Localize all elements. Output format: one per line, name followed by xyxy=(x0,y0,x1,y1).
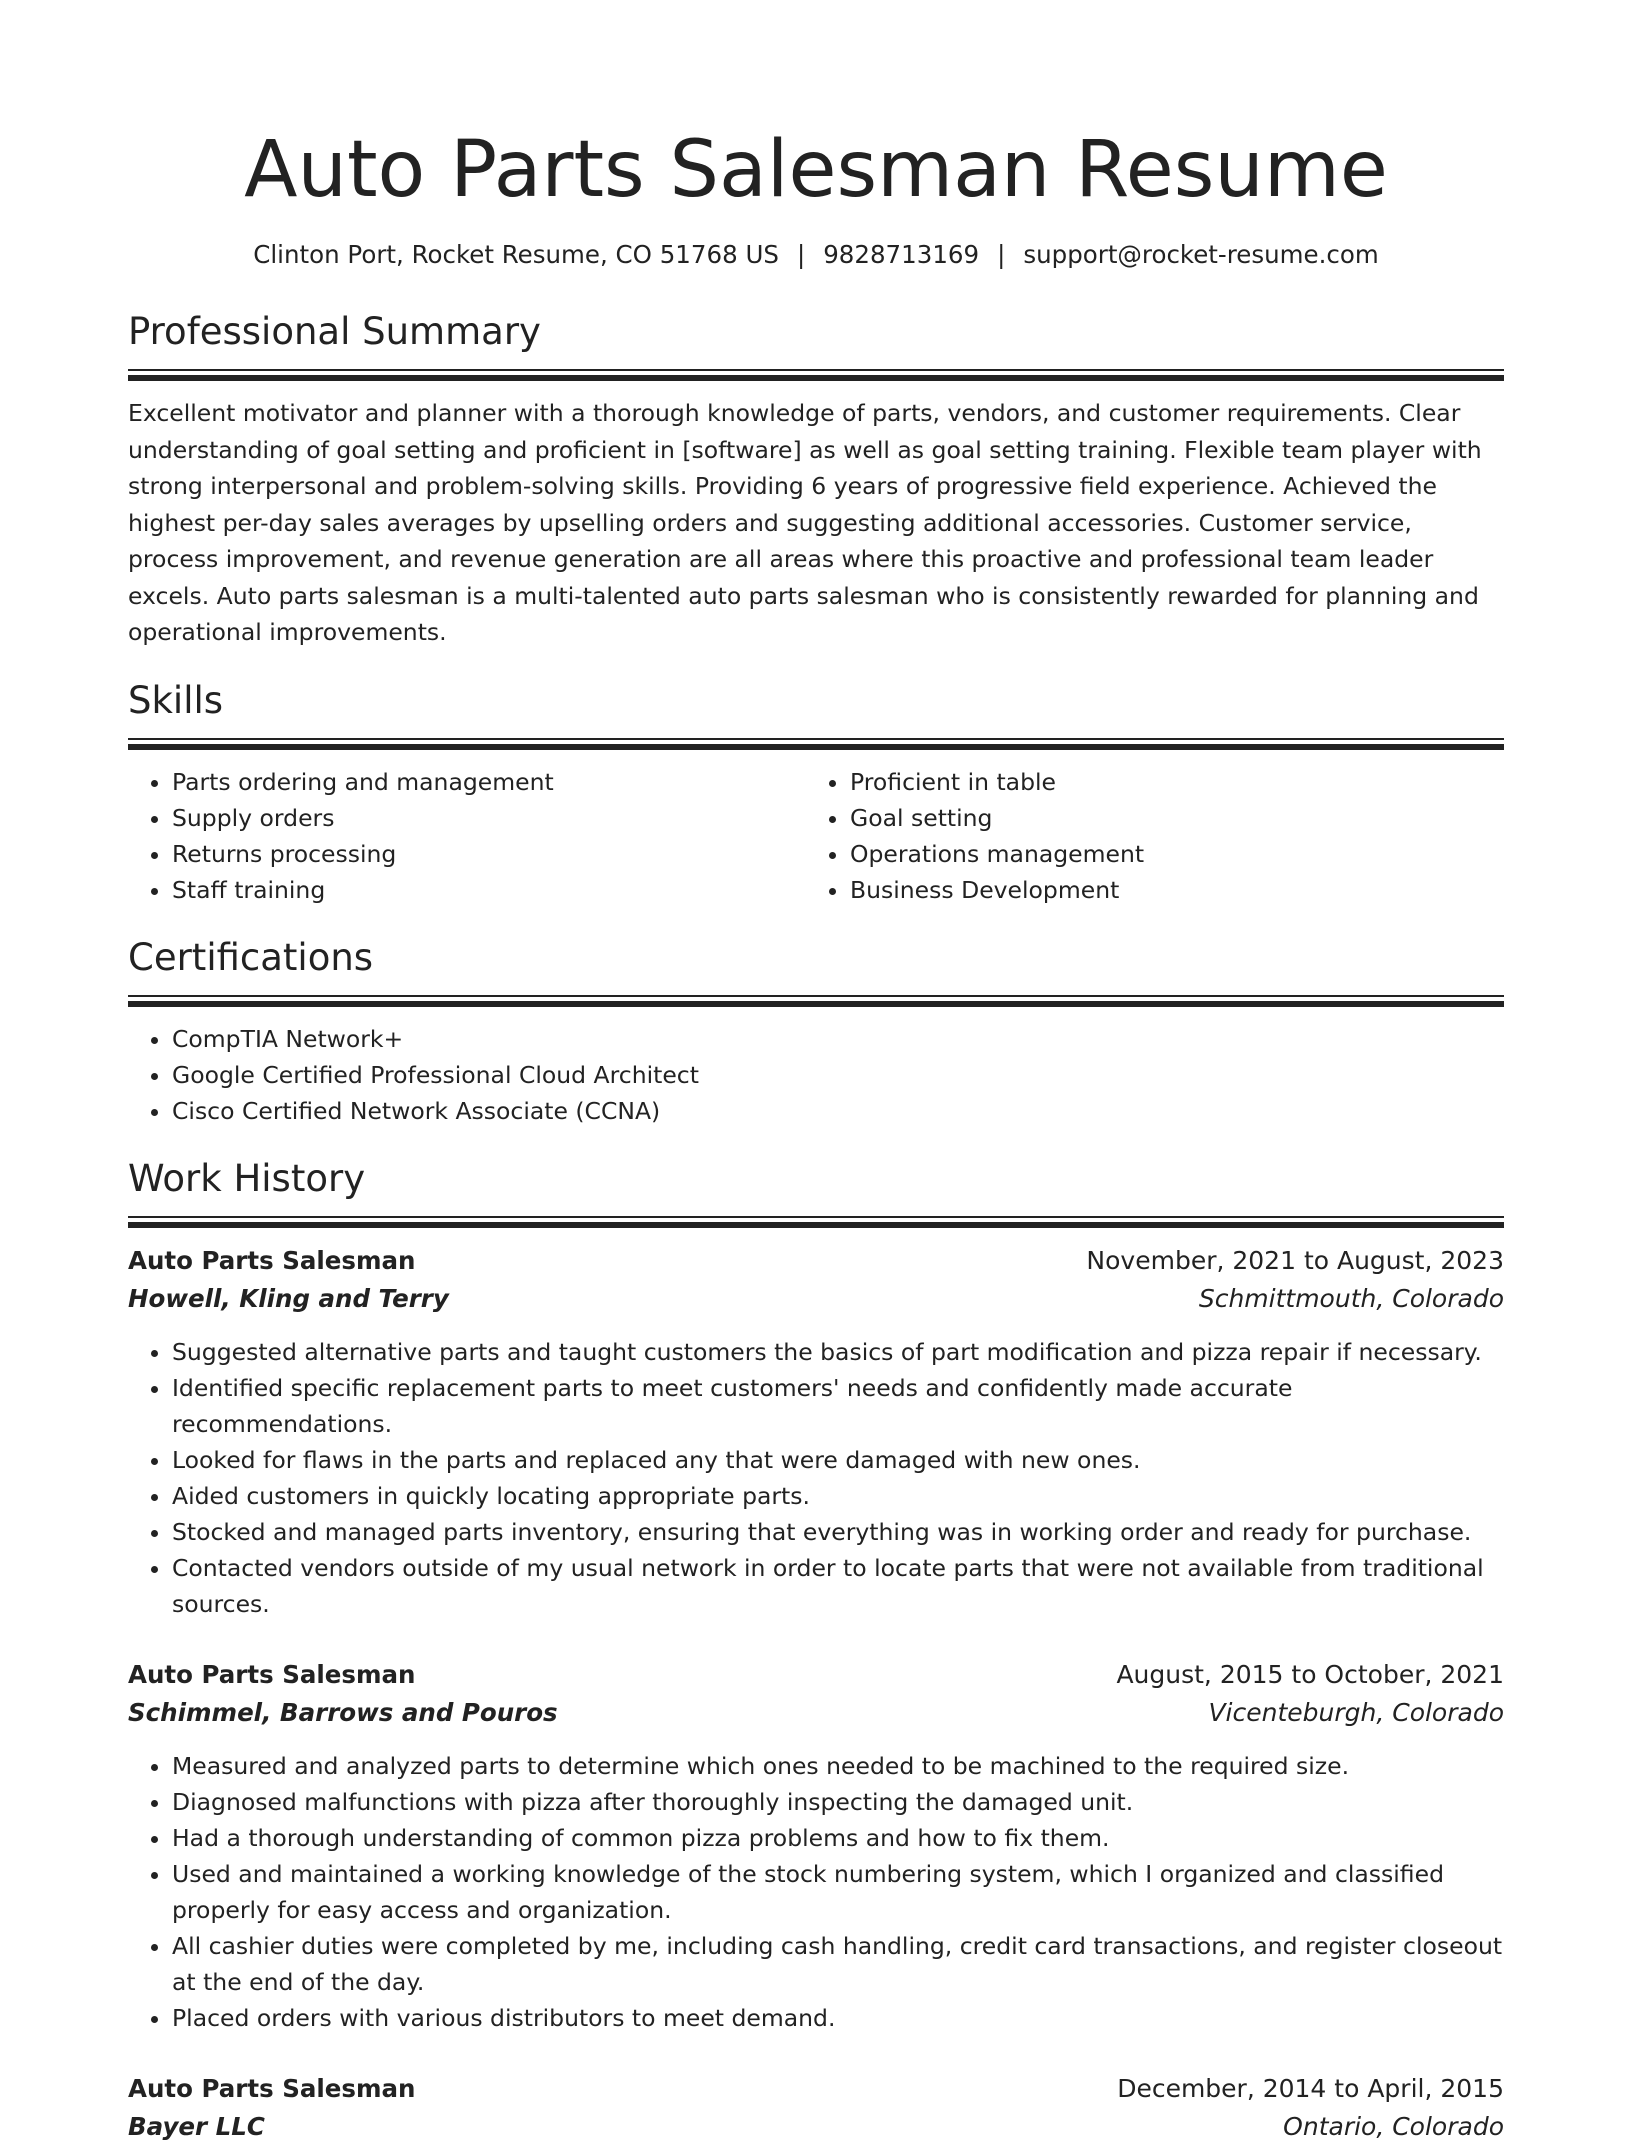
contact-phone: 9828713169 xyxy=(823,240,980,269)
job-location: Schmittmouth, Colorado xyxy=(1198,1283,1504,1313)
job-title: Auto Parts Salesman xyxy=(128,1659,416,1689)
job-entry xyxy=(128,1242,1504,1622)
job-company: Bayer LLC xyxy=(128,2111,265,2141)
job-company-row xyxy=(128,2108,1504,2146)
contact-separator: | xyxy=(997,240,1006,269)
skill-item: • Business Development xyxy=(850,872,1484,908)
work-history-heading: Work History xyxy=(128,1156,366,1200)
job-entry xyxy=(128,2070,1504,2146)
job-title: Auto Parts Salesman xyxy=(128,2073,416,2103)
certifications-section xyxy=(128,934,1504,1129)
certification-item: • Google Certified Professional Cloud Architect xyxy=(172,1057,1504,1093)
job-bullet: • Looked for flaws in the parts and replaced any that were damaged with new ones. xyxy=(172,1442,1504,1478)
section-divider xyxy=(128,1216,1504,1228)
contact-separator: | xyxy=(796,240,806,269)
job-company: Howell, Kling and Terry xyxy=(128,1283,449,1313)
skills-columns xyxy=(128,764,1504,908)
job-dates: August, 2015 to October, 2021 xyxy=(1116,1659,1504,1689)
job-company-row xyxy=(128,1280,1504,1318)
section-divider xyxy=(128,369,1504,381)
job-dates: December, 2014 to April, 2015 xyxy=(1117,2073,1504,2103)
skill-item: • Parts ordering and management xyxy=(172,764,806,800)
job-bullets xyxy=(128,1748,1504,2036)
job-bullet: • Identified specific replacement parts to meet customers' needs and confidently made accurate recommendations. xyxy=(172,1370,1504,1442)
job-company-row xyxy=(128,1694,1504,1732)
skill-item: • Goal setting xyxy=(850,800,1484,836)
job-location: Ontario, Colorado xyxy=(1283,2111,1504,2141)
skills-heading: Skills xyxy=(128,678,224,722)
job-location: Vicenteburgh, Colorado xyxy=(1208,1697,1504,1727)
job-bullet: • All cashier duties were completed by me, including cash handling, credit card transactions, and register closeout at the end of the day. xyxy=(172,1928,1504,2000)
job-header-row xyxy=(128,1242,1504,1280)
contact-email: support@rocket-resume.com xyxy=(1023,240,1379,269)
job-bullet: • Diagnosed malfunctions with pizza after thoroughly inspecting the damaged unit. xyxy=(172,1784,1504,1820)
job-entry xyxy=(128,1656,1504,2036)
job-bullet: • Had a thorough understanding of common pizza problems and how to fix them. xyxy=(172,1820,1504,1856)
summary-heading: Professional Summary xyxy=(128,310,541,353)
summary-section xyxy=(128,308,1504,651)
contact-line xyxy=(128,238,1504,272)
skills-section xyxy=(128,677,1504,908)
work-history-section xyxy=(128,1155,1504,2146)
job-bullet: • Aided customers in quickly locating appropriate parts. xyxy=(172,1478,1504,1514)
section-divider xyxy=(128,995,1504,1007)
job-header-row xyxy=(128,1656,1504,1694)
certifications-list xyxy=(128,1021,1504,1129)
certifications-heading: Certifications xyxy=(128,935,374,979)
skills-left-list xyxy=(128,764,806,908)
job-bullet: • Stocked and managed parts inventory, ensuring that everything was in working order and ready for purchase. xyxy=(172,1514,1504,1550)
job-bullet: • Used and maintained a working knowledge of the stock numbering system, which I organized and classified properly for easy access and organization. xyxy=(172,1856,1504,1928)
resume-page xyxy=(128,0,1504,2146)
skills-right-list xyxy=(806,764,1484,908)
certification-item: • CompTIA Network+ xyxy=(172,1021,1504,1057)
skill-item: • Proficient in table xyxy=(850,764,1484,800)
certification-item: • Cisco Certified Network Associate (CCNA) xyxy=(172,1093,1504,1129)
job-bullets xyxy=(128,1334,1504,1622)
job-bullet: • Measured and analyzed parts to determine which ones needed to be machined to the required size. xyxy=(172,1748,1504,1784)
job-title: Auto Parts Salesman xyxy=(128,1245,416,1275)
skill-item: • Operations management xyxy=(850,836,1484,872)
job-header-row xyxy=(128,2070,1504,2108)
section-divider xyxy=(128,738,1504,750)
job-bullet: • Contacted vendors outside of my usual network in order to locate parts that were not available from traditional sources. xyxy=(172,1550,1504,1622)
skill-item: • Returns processing xyxy=(172,836,806,872)
resume-title: Auto Parts Salesman Resume xyxy=(244,125,1388,215)
skill-item: • Supply orders xyxy=(172,800,806,836)
job-company: Schimmel, Barrows and Pouros xyxy=(128,1697,558,1727)
job-bullet: • Placed orders with various distributors to meet demand. xyxy=(172,2000,1504,2036)
skill-item: • Staff training xyxy=(172,872,806,908)
job-dates: November, 2021 to August, 2023 xyxy=(1086,1245,1504,1275)
contact-address: Clinton Port, Rocket Resume, CO 51768 US xyxy=(253,240,779,269)
job-bullet: • Suggested alternative parts and taught customers the basics of part modification and pizza repair if necessary. xyxy=(172,1334,1504,1370)
summary-text: Excellent motivator and planner with a thorough knowledge of parts, vendors, and customer requirements. Clear understanding of goal setting and proficient in [software] as well as goal setting training. Flexible team player with strong interpersonal and problem-solving skills. Providing 6 years of progressive field experience. Achieved the highest per-day sales averages by upselling orders and suggesting additional accessories. Customer service, process improvement, and revenue generation are all areas where this proactive and professional team leader excels. Auto parts salesman is a multi-talented auto parts salesman who is consistently rewarded for planning and operational improvements. xyxy=(128,399,1482,646)
